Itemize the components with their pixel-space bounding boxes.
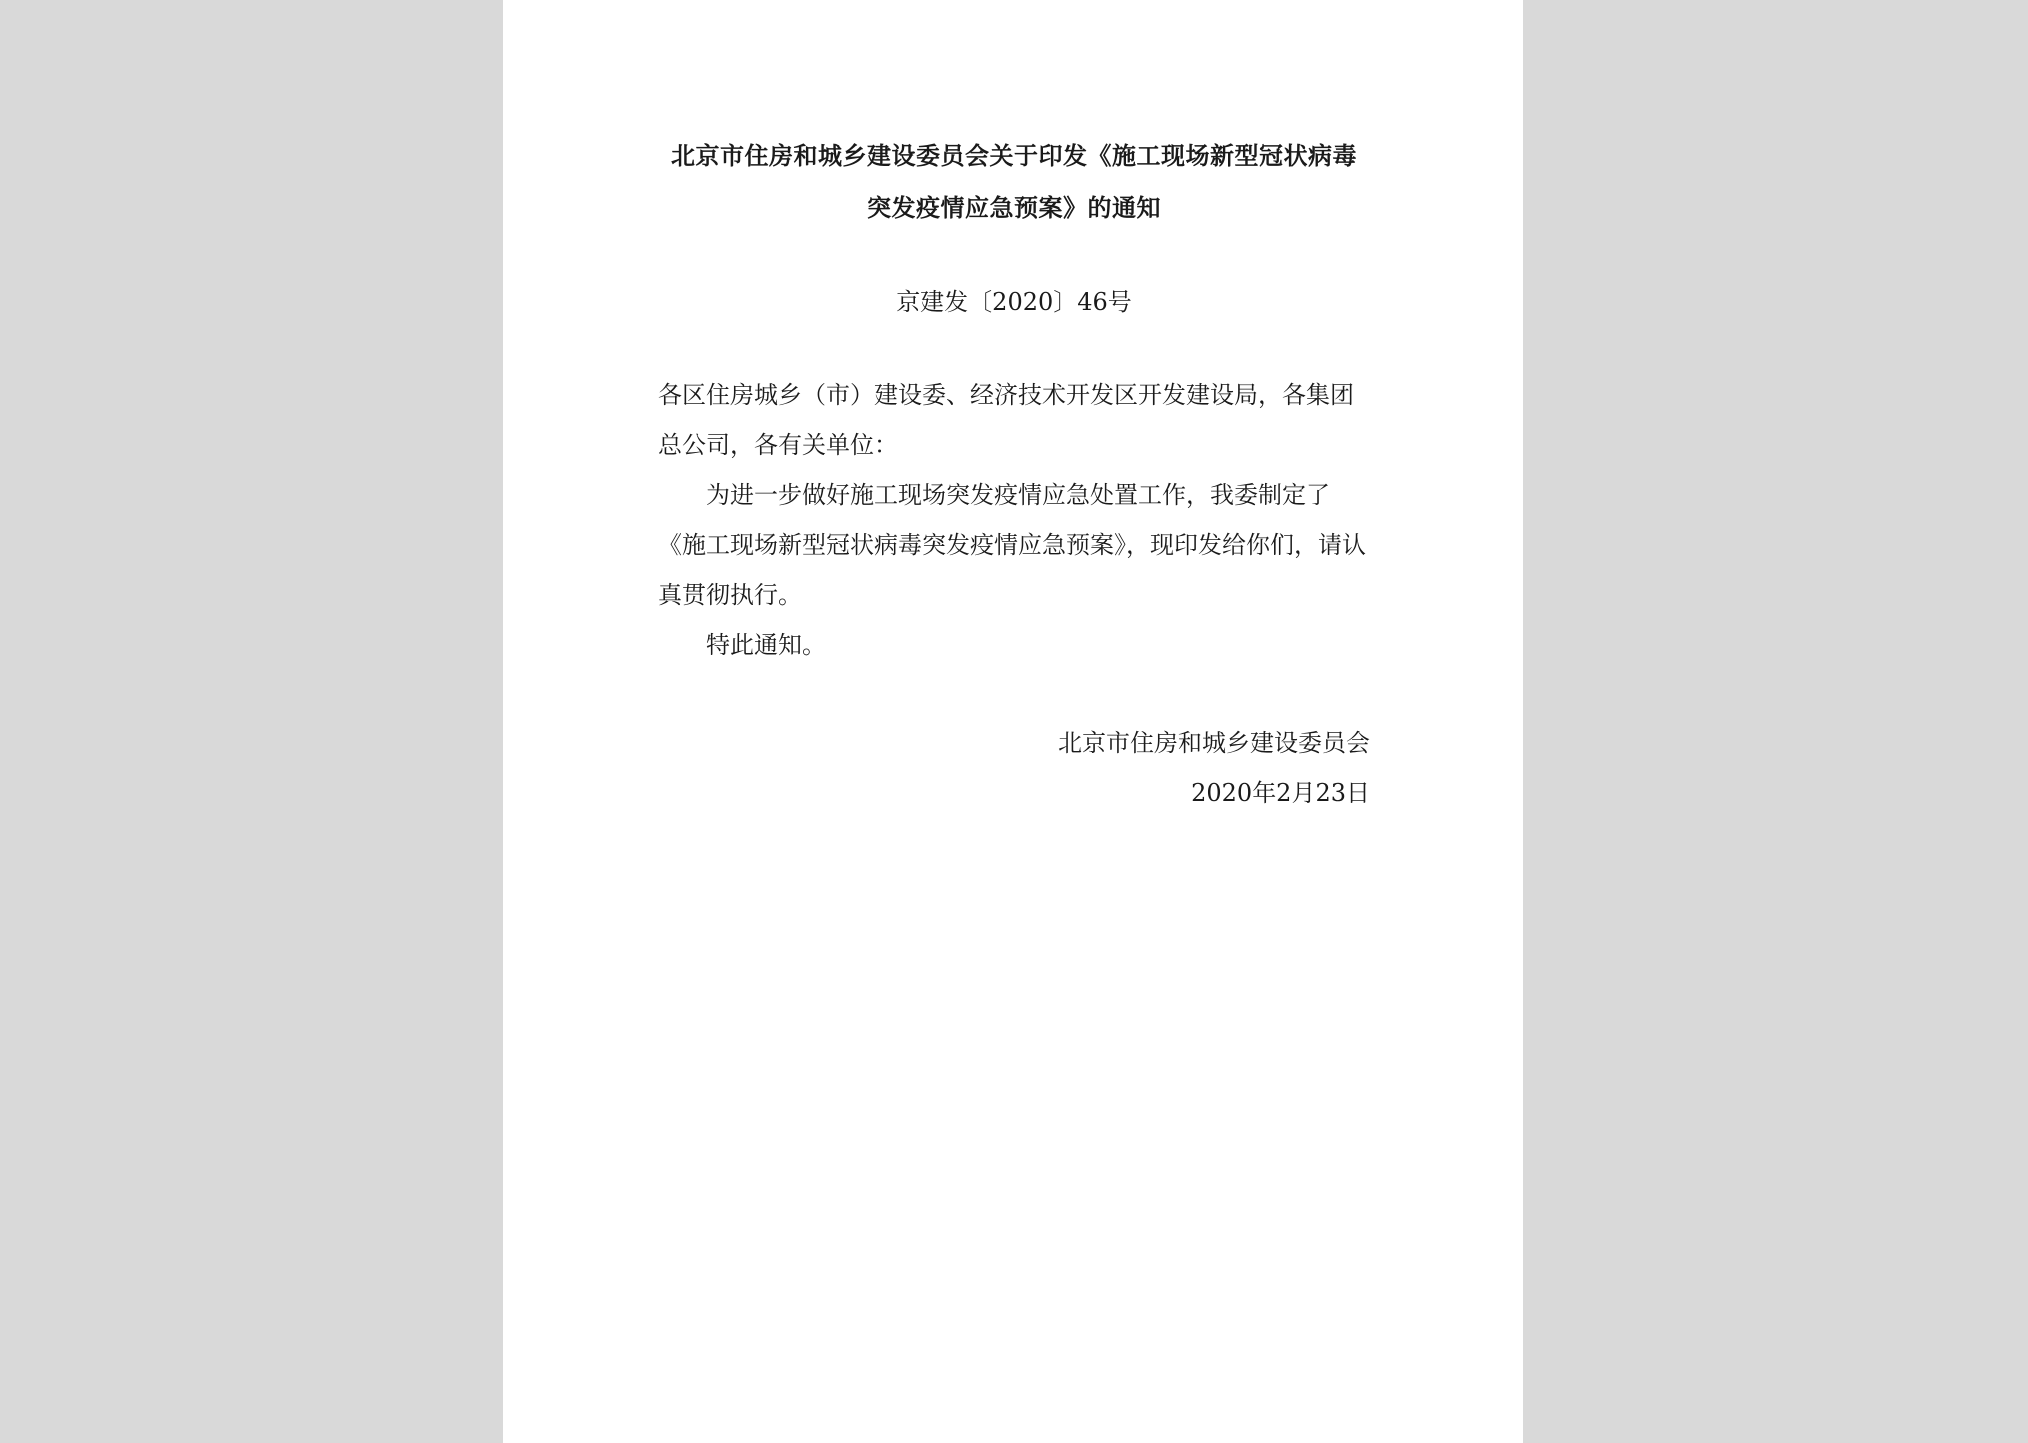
salutation: 各区住房城乡（市）建设委、经济技术开发区开发建设局，各集团总公司，各有关单位：	[658, 381, 1354, 459]
title-line-2: 突发疫情应急预案》的通知	[867, 193, 1161, 222]
document-body	[658, 370, 1370, 670]
document-title	[658, 130, 1370, 234]
signature-block	[658, 718, 1370, 818]
page-content	[658, 130, 1370, 818]
document-number: 京建发〔2020〕46号	[896, 288, 1132, 316]
signature-organization: 北京市住房和城乡建设委员会	[1058, 729, 1370, 757]
document-page	[503, 0, 1523, 1443]
body-paragraph-1: 为进一步做好施工现场突发疫情应急处置工作，我委制定了《施工现场新型冠状病毒突发疫情应急预案》，现印发给你们，请认真贯彻执行。	[658, 481, 1366, 609]
body-paragraph-2: 特此通知。	[706, 631, 826, 659]
title-line-1: 北京市住房和城乡建设委员会关于印发《施工现场新型冠状病毒	[671, 141, 1357, 170]
signature-date: 2020年2月23日	[1191, 779, 1370, 807]
